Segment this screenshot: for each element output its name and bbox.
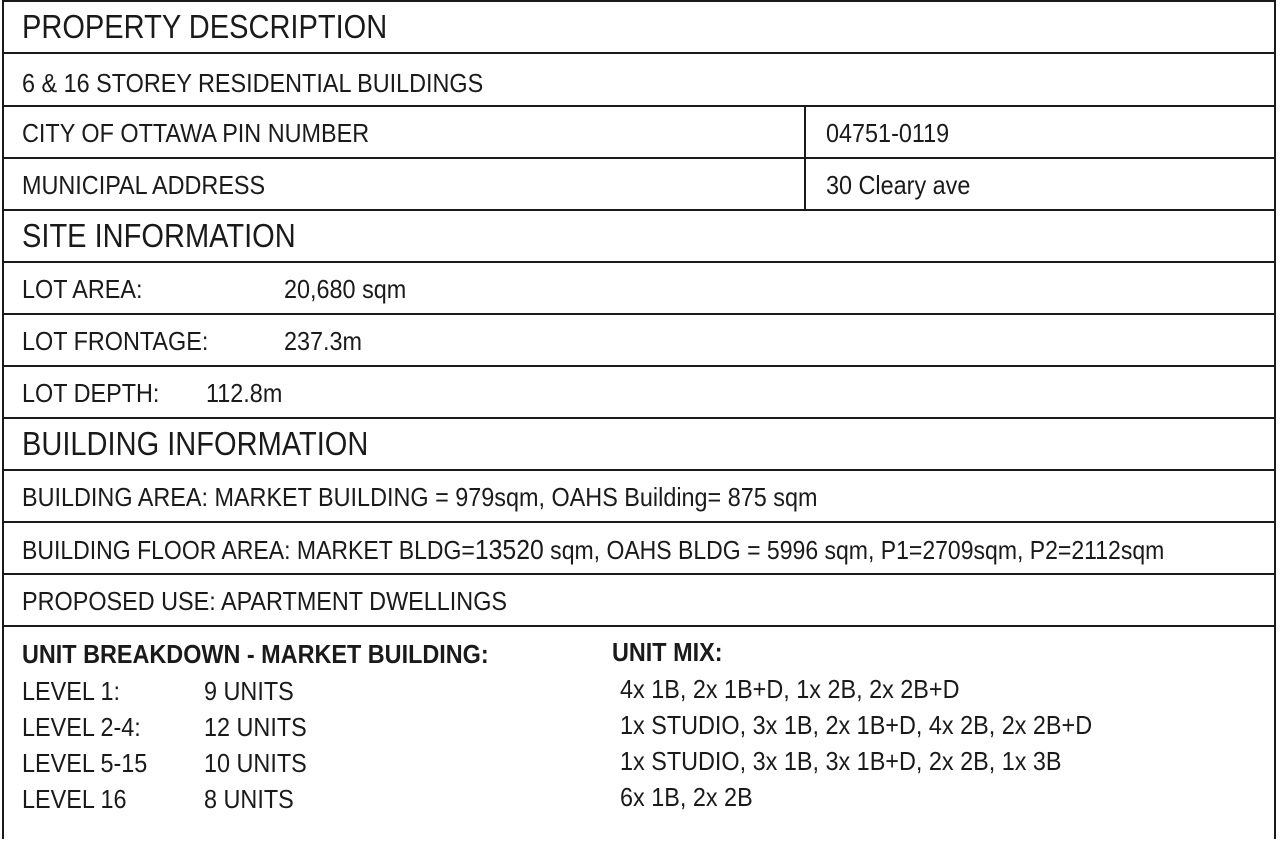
building-information-header: BUILDING INFORMATION — [22, 425, 369, 462]
level-mix: 1x STUDIO, 3x 1B, 2x 1B+D, 4x 2B, 2x 2B+D — [620, 710, 1093, 740]
lot-depth-row — [4, 367, 1274, 419]
proposed-use-text: PROPOSED USE: APARTMENT DWELLINGS — [22, 586, 508, 616]
municipal-address-label: MUNICIPAL ADDRESS — [22, 170, 266, 200]
pin-number-value: 04751-0119 — [826, 118, 950, 148]
level-label: LEVEL 16 — [22, 784, 127, 814]
municipal-address-row — [4, 159, 1274, 211]
level-units: 8 UNITS — [204, 784, 294, 814]
column-divider — [804, 107, 806, 157]
property-data-table — [2, 0, 1276, 839]
pin-number-row — [4, 107, 1274, 159]
column-divider — [804, 159, 806, 209]
floor-area-market-value: 13520 — [474, 534, 544, 565]
building-information-header-row — [4, 419, 1274, 471]
property-description-text: 6 & 16 STOREY RESIDENTIAL BUILDINGS — [22, 68, 484, 98]
level-label: LEVEL 1: — [22, 676, 121, 706]
level-units: 10 UNITS — [204, 748, 307, 778]
unit-mix-title: UNIT MIX: — [612, 637, 723, 667]
site-information-header-row — [4, 211, 1274, 263]
building-area-text: BUILDING AREA: MARKET BUILDING = 979sqm, OAHS Building= 875 sqm — [22, 482, 818, 512]
level-label: LEVEL 5-15 — [22, 748, 148, 778]
level-mix: 6x 1B, 2x 2B — [620, 782, 753, 812]
floor-area-part-c: sqm, OAHS BLDG = 5996 sqm, P1=2709sqm, P2=2112sqm — [543, 535, 1165, 565]
level-mix: 4x 1B, 2x 1B+D, 1x 2B, 2x 2B+D — [620, 674, 960, 704]
property-description-header-row — [4, 2, 1274, 54]
property-description-header: PROPERTY DESCRIPTION — [22, 8, 388, 45]
site-information-header: SITE INFORMATION — [22, 217, 296, 254]
property-description-row — [4, 54, 1274, 107]
floor-area-part-a: BUILDING FLOOR AREA: MARKET BLDG= — [22, 535, 475, 565]
building-floor-area-text — [22, 534, 1164, 566]
lot-area-row — [4, 263, 1274, 315]
lot-area-value: 20,680 sqm — [284, 274, 407, 304]
level-units: 12 UNITS — [204, 712, 307, 742]
building-floor-area-row — [4, 523, 1274, 575]
lot-depth-label: LOT DEPTH: — [22, 378, 160, 408]
pin-number-label: CITY OF OTTAWA PIN NUMBER — [22, 118, 370, 148]
lot-frontage-value: 237.3m — [284, 326, 363, 356]
municipal-address-value: 30 Cleary ave — [826, 170, 971, 200]
level-mix: 1x STUDIO, 3x 1B, 3x 1B+D, 2x 2B, 1x 3B — [620, 746, 1062, 776]
lot-area-label: LOT AREA: — [22, 274, 143, 304]
level-label: LEVEL 2-4: — [22, 712, 141, 742]
level-units: 9 UNITS — [204, 676, 294, 706]
building-area-row — [4, 471, 1274, 523]
proposed-use-row — [4, 575, 1274, 627]
lot-frontage-row — [4, 315, 1274, 367]
lot-depth-value: 112.8m — [206, 378, 283, 408]
unit-breakdown-title: UNIT BREAKDOWN - MARKET BUILDING: — [22, 639, 489, 669]
lot-frontage-label: LOT FRONTAGE: — [22, 326, 209, 356]
